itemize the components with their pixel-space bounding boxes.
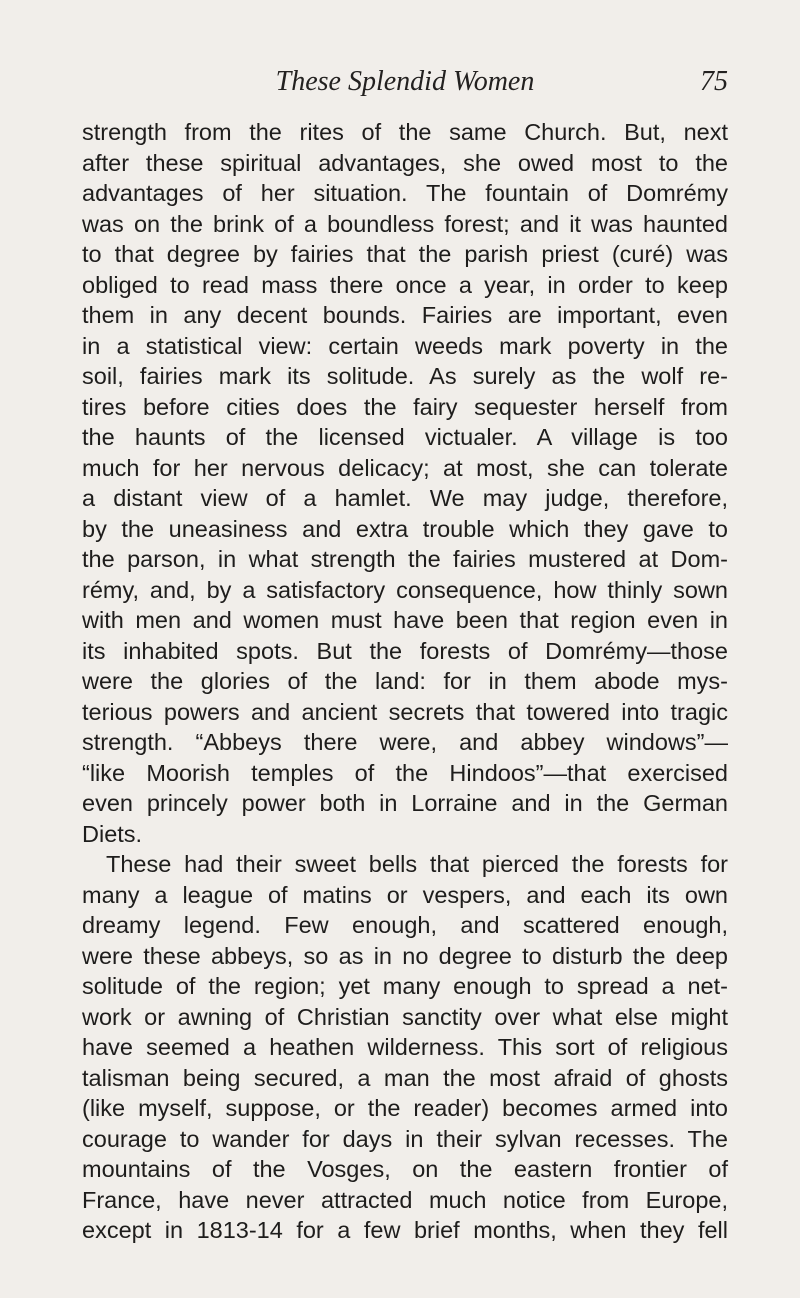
text-line: dreamy legend. Few enough, and scattered enough, bbox=[82, 912, 728, 938]
text-line: by the uneasiness and extra trouble which they gave to bbox=[82, 515, 728, 542]
running-title: These Splendid Women bbox=[275, 66, 535, 97]
text-line: them in any decent bounds. Fairies are important, even bbox=[82, 302, 728, 328]
text-line: talisman being secured, a man the most afraid of ghosts bbox=[82, 1064, 728, 1091]
text-line: These had their sweet bells that pierced the forests for bbox=[106, 851, 728, 877]
text-line: many a league of matins or vespers, and each its own bbox=[82, 881, 728, 908]
text-line: except in 1813-14 for a few brief months, when they fell bbox=[82, 1217, 728, 1243]
text-line: terious powers and ancient secrets that towered into tragic bbox=[82, 698, 728, 725]
text-line: much for her nervous delicacy; at most, she can tolerate bbox=[82, 454, 728, 481]
text-line: “like Moorish temples of the Hindoos”—that exercised bbox=[82, 759, 728, 786]
body-text bbox=[82, 117, 728, 1246]
text-line: was on the brink of a boundless forest; and it was haunted bbox=[82, 210, 728, 237]
text-line: obliged to read mass there once a year, in order to keep bbox=[82, 271, 728, 298]
page-number: 75 bbox=[700, 66, 728, 97]
text-line: with men and women must have been that region even in bbox=[82, 607, 728, 633]
text-line: were the glories of the land: for in them abode mys- bbox=[82, 668, 728, 694]
text-line: a distant view of a hamlet. We may judge, therefore, bbox=[82, 485, 728, 511]
text-line: after these spiritual advantages, she owed most to the bbox=[82, 149, 728, 176]
text-line: mountains of the Vosges, on the eastern frontier of bbox=[82, 1156, 728, 1182]
text-line: rémy, and, by a satisfactory consequence, how thinly sown bbox=[82, 576, 728, 603]
text-line: Diets. bbox=[82, 820, 143, 847]
text-line: were these abbeys, so as in no degree to disturb the deep bbox=[82, 942, 728, 969]
text-line: courage to wander for days in their sylvan recesses. The bbox=[82, 1125, 728, 1152]
text-line: (like myself, suppose, or the reader) becomes armed into bbox=[82, 1095, 728, 1121]
text-line: have seemed a heathen wilderness. This sort of religious bbox=[82, 1034, 728, 1060]
text-line: to that degree by fairies that the parish priest (curé) was bbox=[82, 241, 728, 267]
text-line: strength from the rites of the same Church. But, next bbox=[82, 119, 728, 145]
text-line: in a statistical view: certain weeds mark poverty in the bbox=[82, 332, 728, 359]
text-line: solitude of the region; yet many enough to spread a net- bbox=[82, 973, 728, 999]
text-line: advantages of her situation. The fountain of Domrémy bbox=[82, 180, 728, 206]
paragraph bbox=[82, 117, 728, 849]
text-line: work or awning of Christian sanctity over what else might bbox=[82, 1003, 728, 1030]
text-line: the haunts of the licensed victualer. A village is too bbox=[82, 424, 728, 450]
text-line: France, have never attracted much notice from Europe, bbox=[82, 1186, 728, 1213]
paragraph bbox=[82, 849, 728, 1246]
text-line: its inhabited spots. But the forests of Domrémy—those bbox=[82, 637, 728, 664]
text-line: tires before cities does the fairy sequester herself from bbox=[82, 393, 728, 420]
text-line: strength. “Abbeys there were, and abbey windows”— bbox=[82, 729, 728, 755]
text-line: the parson, in what strength the fairies mustered at Dom- bbox=[82, 546, 728, 572]
text-line: even princely power both in Lorraine and in the German bbox=[82, 790, 728, 816]
running-head bbox=[82, 62, 728, 102]
text-line: soil, fairies mark its solitude. As surely as the wolf re- bbox=[82, 363, 728, 389]
